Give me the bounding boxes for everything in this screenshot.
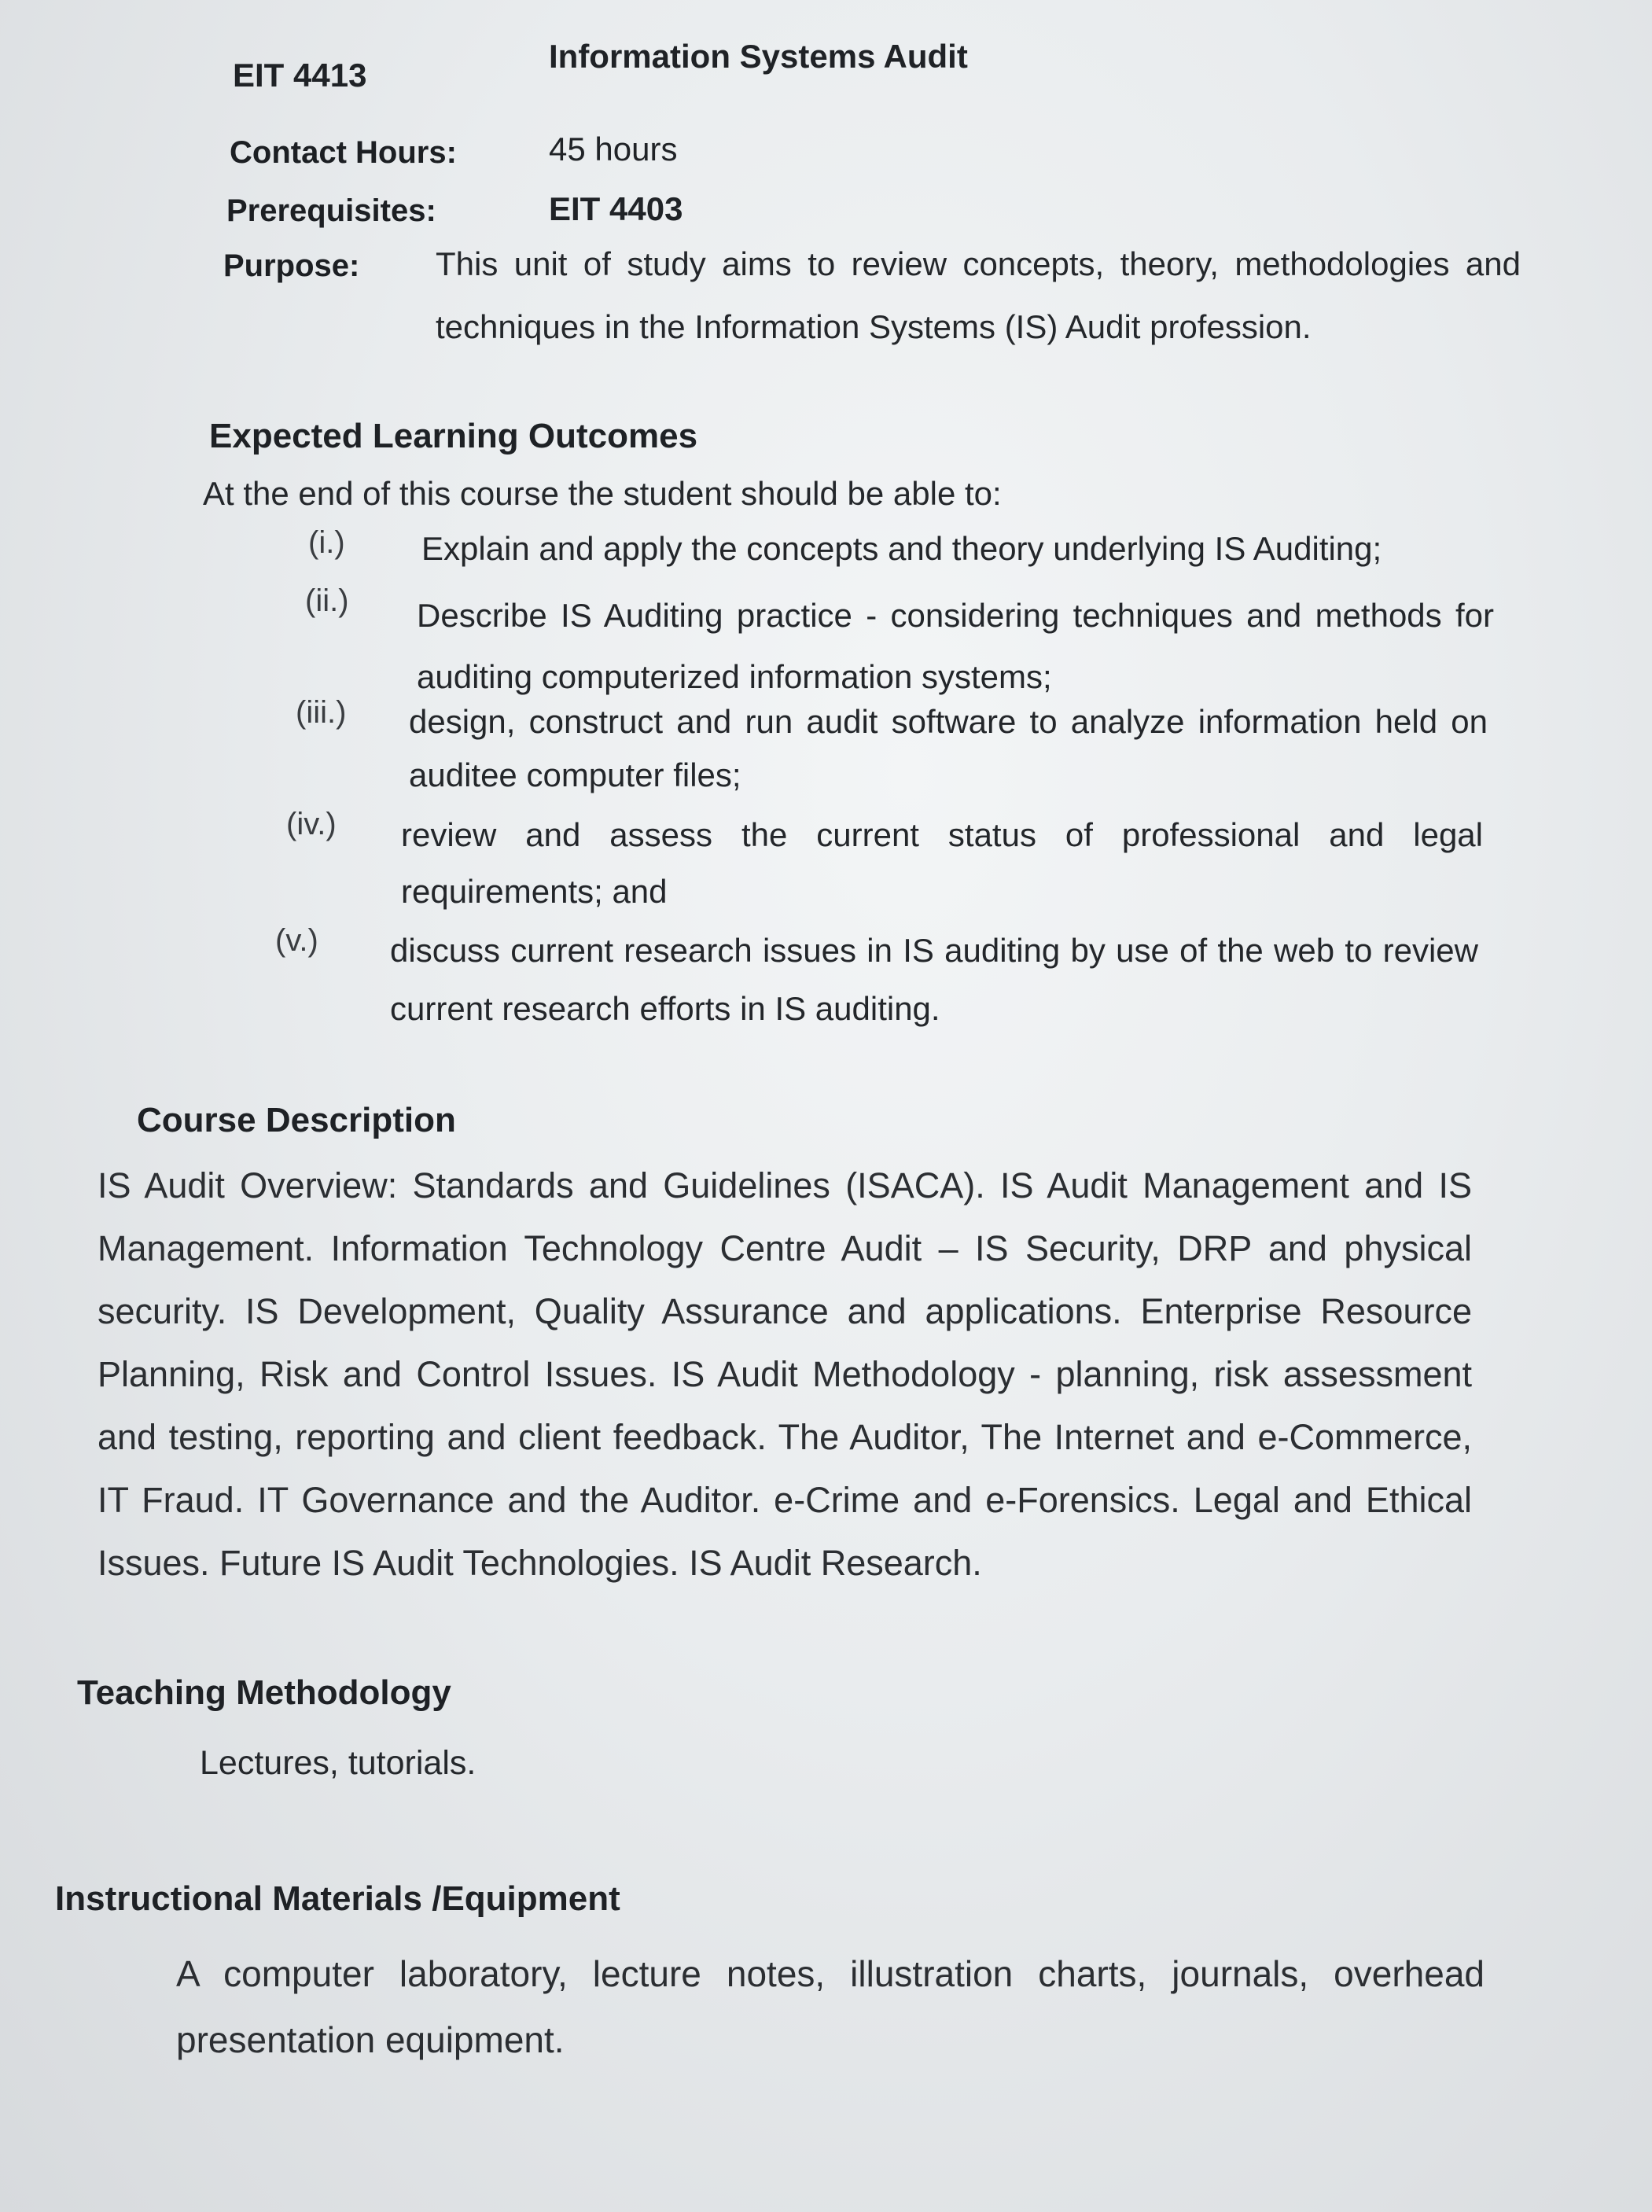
learning-outcomes-title: Expected Learning Outcomes xyxy=(209,417,698,455)
contact-hours-label: Contact Hours: xyxy=(230,135,457,170)
outcome-text: Describe IS Auditing practice - considering techniques and methods for auditing computerized information systems; xyxy=(417,597,1494,695)
prerequisites-label: Prerequisites: xyxy=(226,193,436,228)
outcome-number: (iv.) xyxy=(286,807,337,841)
outcome-number: (i.) xyxy=(308,525,345,560)
outcome-number: (ii.) xyxy=(305,583,349,618)
course-description-text: IS Audit Overview: Standards and Guidelines (ISACA). IS Audit Management and IS Management. Information Technology Centre Audit – IS Security, DRP and physical security. IS Development, Quality Assurance and applications. Enterprise Resource Planning, Risk and Control Issues. IS Audit Methodology - planning, risk assessment and testing, reporting and client feedback. The Auditor, The Internet and e-Commerce, IT Fraud. IT Governance and the Auditor. e-Crime and e-Forensics. Legal and Ethical Issues. Future IS Audit Technologies. IS Audit Research. xyxy=(98,1165,1472,1583)
prerequisites-value: EIT 4403 xyxy=(549,190,683,227)
outcome-number: (v.) xyxy=(275,923,318,958)
course-code: EIT 4413 xyxy=(233,57,367,94)
outcome-text: review and assess the current status of professional and legal requirements; and xyxy=(401,816,1483,910)
learning-outcomes-intro: At the end of this course the student should be able to: xyxy=(203,475,1002,512)
outcome-text: discuss current research issues in IS auditing by use of the web to review current research efforts in IS auditing. xyxy=(390,932,1478,1027)
instructional-materials-text: A computer laboratory, lecture notes, illustration charts, journals, overhead presentation equipment. xyxy=(176,1953,1485,2060)
teaching-methodology-title: Teaching Methodology xyxy=(77,1673,451,1712)
purpose-label: Purpose: xyxy=(223,248,360,283)
course-title: Information Systems Audit xyxy=(549,38,968,75)
outcome-text: design, construct and run audit software to analyze information held on auditee computer files; xyxy=(409,703,1488,793)
teaching-methodology-text: Lectures, tutorials. xyxy=(200,1744,476,1782)
purpose-text: This unit of study aims to review concepts, theory, methodologies and techniques in the Information Systems (IS) Audit profession. xyxy=(436,245,1521,345)
outcome-number: (iii.) xyxy=(296,695,347,730)
course-description-title: Course Description xyxy=(137,1101,456,1139)
instructional-materials-title: Instructional Materials /Equipment xyxy=(55,1879,620,1918)
contact-hours-value: 45 hours xyxy=(549,131,678,167)
outcome-text: Explain and apply the concepts and theory underlying IS Auditing; xyxy=(421,530,1382,567)
